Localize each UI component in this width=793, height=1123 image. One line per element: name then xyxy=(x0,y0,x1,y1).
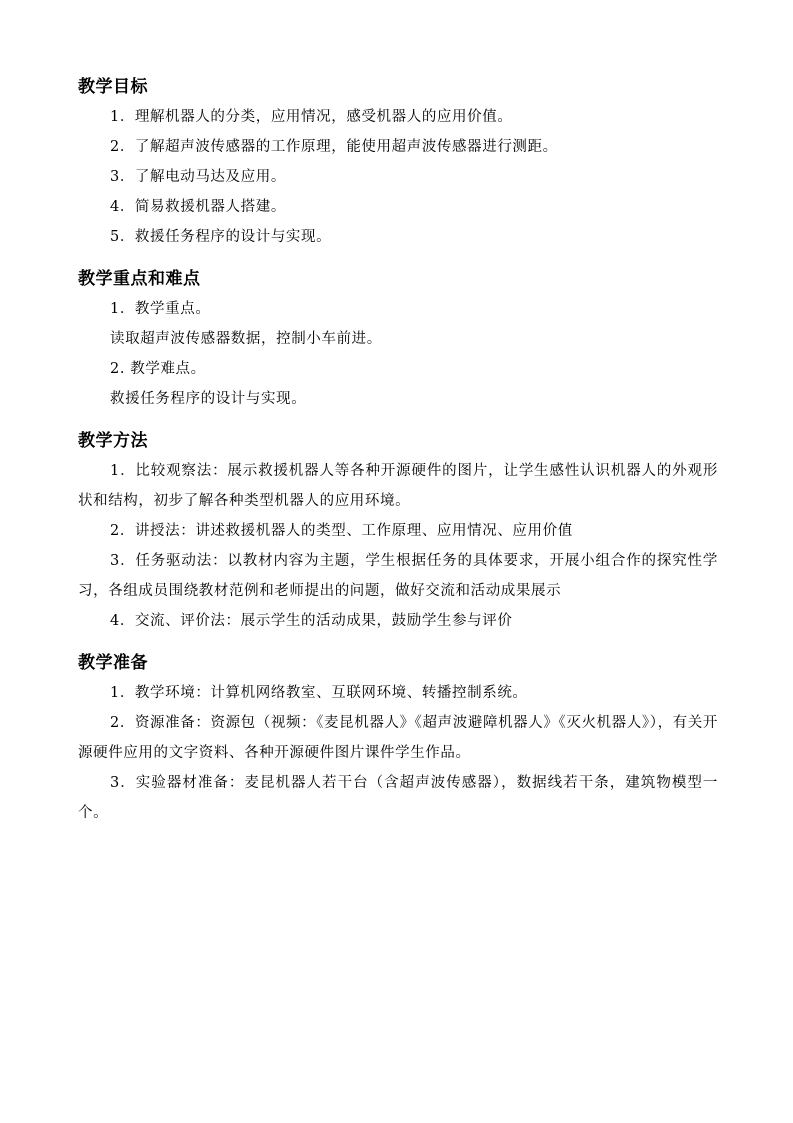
paragraph: 1．理解机器人的分类，应用情况，感受机器人的应用价值。 xyxy=(110,109,513,125)
paragraph: 2. 教学难点。 xyxy=(110,361,206,377)
paragraph: 1．教学重点。 xyxy=(110,301,211,317)
paragraph: 3．任务驱动法：以教材内容为主题，学生根据任务的具体要求，开展小组合作的探究性学习，各组成员围绕教材范例和老师提出的问题，做好交流和活动成果展示 xyxy=(78,553,718,599)
section-heading: 教学准备 xyxy=(78,653,148,673)
paragraph: 2．了解超声波传感器的工作原理，能使用超声波传感器进行测距。 xyxy=(110,139,558,155)
section-heading: 教学目标 xyxy=(78,77,148,97)
section-teaching-preparation xyxy=(78,648,718,828)
paragraph: 1．教学环境：计算机网络教室、互联网环境、转播控制系统。 xyxy=(110,685,528,701)
paragraph: 5．救援任务程序的设计与实现。 xyxy=(110,229,332,245)
section-teaching-goals xyxy=(78,72,718,252)
paragraph: 2．资源准备：资源包（视频：《麦昆机器人》《超声波避障机器人》《灭火机器人》），有关开源硬件应用的文字资料、各种开源硬件图片课件学生作品。 xyxy=(78,715,718,761)
paragraph: 2．讲授法：讲述救援机器人的类型、工作原理、应用情况、应用价值 xyxy=(110,523,573,539)
paragraph: 读取超声波传感器数据，控制小车前进。 xyxy=(110,331,382,347)
paragraph: 3．了解电动马达及应用。 xyxy=(110,169,286,185)
paragraph: 3．实验器材准备：麦昆机器人若干台（含超声波传感器），数据线若干条，建筑物模型一个。 xyxy=(78,775,718,821)
document-body xyxy=(78,72,718,828)
section-key-points xyxy=(78,264,718,414)
paragraph: 4．交流、评价法：展示学生的活动成果，鼓励学生参与评价 xyxy=(110,613,513,629)
section-heading: 教学方法 xyxy=(78,431,148,451)
section-heading: 教学重点和难点 xyxy=(78,269,201,289)
paragraph: 4．简易救援机器人搭建。 xyxy=(110,199,286,215)
paragraph: 救援任务程序的设计与实现。 xyxy=(110,391,307,407)
paragraph: 1．比较观察法：展示救援机器人等各种开源硬件的图片，让学生感性认识机器人的外观形状和结构，初步了解各种类型机器人的应用环境。 xyxy=(78,463,718,509)
section-teaching-methods xyxy=(78,426,718,636)
